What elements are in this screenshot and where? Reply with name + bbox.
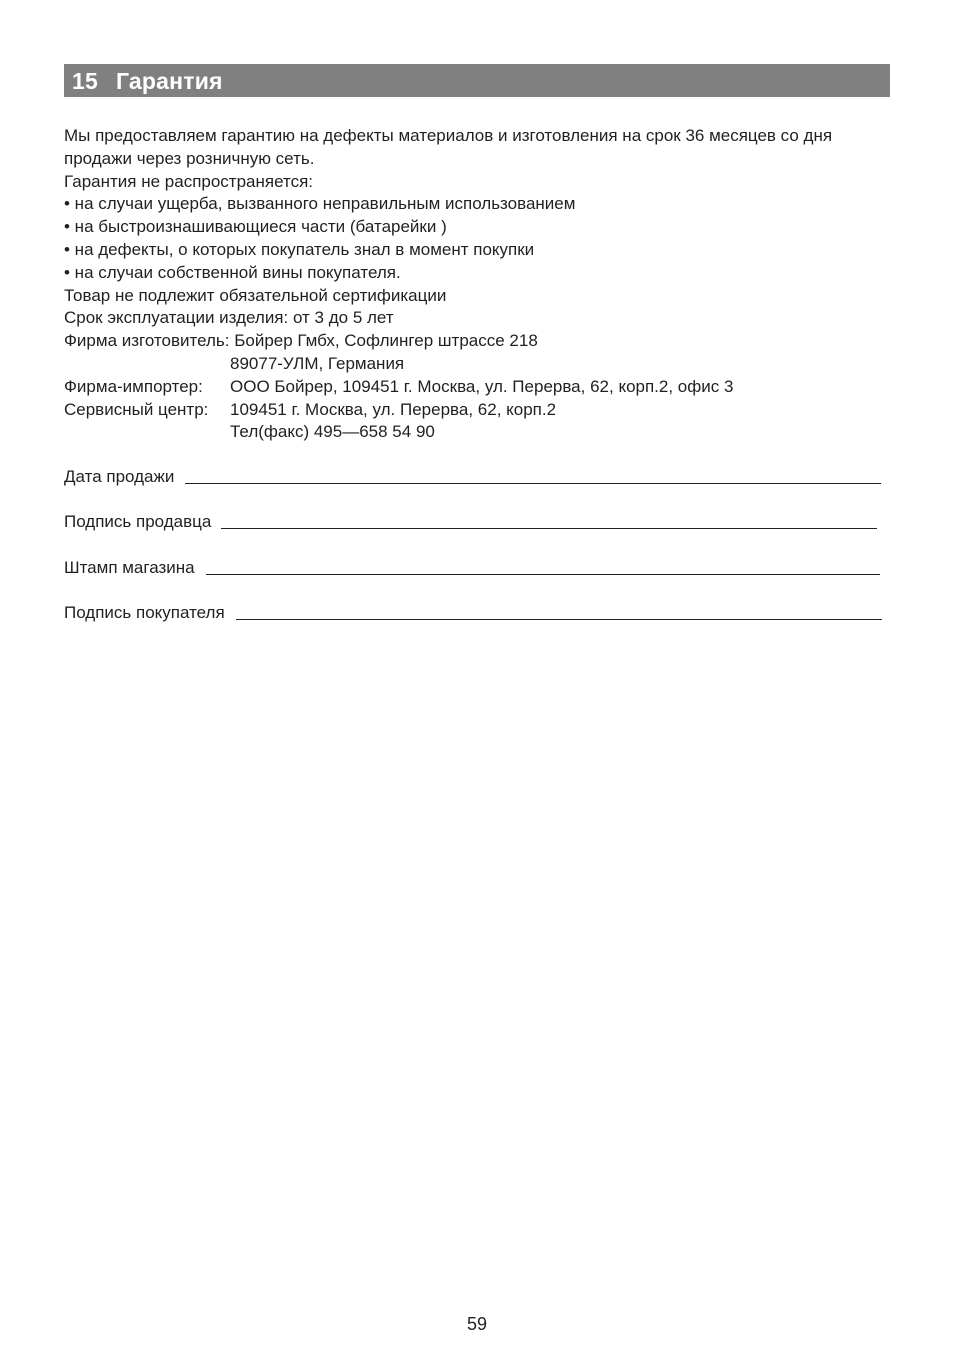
section-number: 15	[72, 68, 98, 94]
service-center-value: 109451 г. Москва, ул. Перерва, 62, корп.2	[230, 399, 557, 419]
sale-date-label: Дата продажи	[64, 467, 175, 486]
seller-signature-label: Подпись продавца	[64, 512, 212, 531]
shop-stamp-line	[206, 574, 880, 575]
service-life: Срок эксплуатации изделия: от 3 до 5 лет	[64, 308, 394, 328]
exclusion-item: • на случаи ущерба, вызванного неправильным использованием	[64, 194, 576, 214]
importer-label: Фирма-импортер:	[64, 376, 203, 396]
sale-date-line	[185, 483, 881, 484]
buyer-signature-line	[236, 619, 882, 620]
service-center-label: Сервисный центр:	[64, 399, 209, 419]
exclusions-heading: Гарантия не распространяется:	[64, 171, 314, 191]
importer-row	[64, 376, 890, 399]
importer-value: ООО Бойрер, 109451 г. Москва, ул. Перерва, 62, корп.2, офис 3	[230, 376, 734, 396]
manufacturer-line-2: 89077-УЛМ, Германия	[230, 353, 405, 373]
section-title: Гарантия	[115, 68, 223, 94]
section-header	[64, 64, 890, 97]
certification-note: Товар не подлежит обязательной сертификации	[64, 285, 447, 305]
service-center-row	[64, 399, 890, 422]
exclusion-item: • на дефекты, о которых покупатель знал в момент покупки	[64, 239, 535, 259]
manufacturer-line-1: Фирма изготовитель: Бойрер Гмбх, Софлингер штрассе 218	[64, 331, 538, 351]
buyer-signature-label: Подпись покупателя	[64, 603, 225, 622]
page-number: 59	[466, 1314, 488, 1334]
shop-stamp-label: Штамп магазина	[64, 558, 195, 577]
service-phone: Тел(факс) 495—658 54 90	[230, 422, 435, 442]
exclusion-item: • на случаи собственной вины покупателя.	[64, 262, 401, 282]
warranty-text	[64, 125, 890, 444]
intro-line-2: продажи через розничную сеть.	[64, 148, 315, 168]
intro-line-1: Мы предоставляем гарантию на дефекты материалов и изготовления на срок 36 месяцев со дня	[64, 126, 833, 145]
seller-signature-line	[221, 528, 877, 529]
exclusion-item: • на быстроизнашивающиеся части (батарейки )	[64, 217, 447, 237]
